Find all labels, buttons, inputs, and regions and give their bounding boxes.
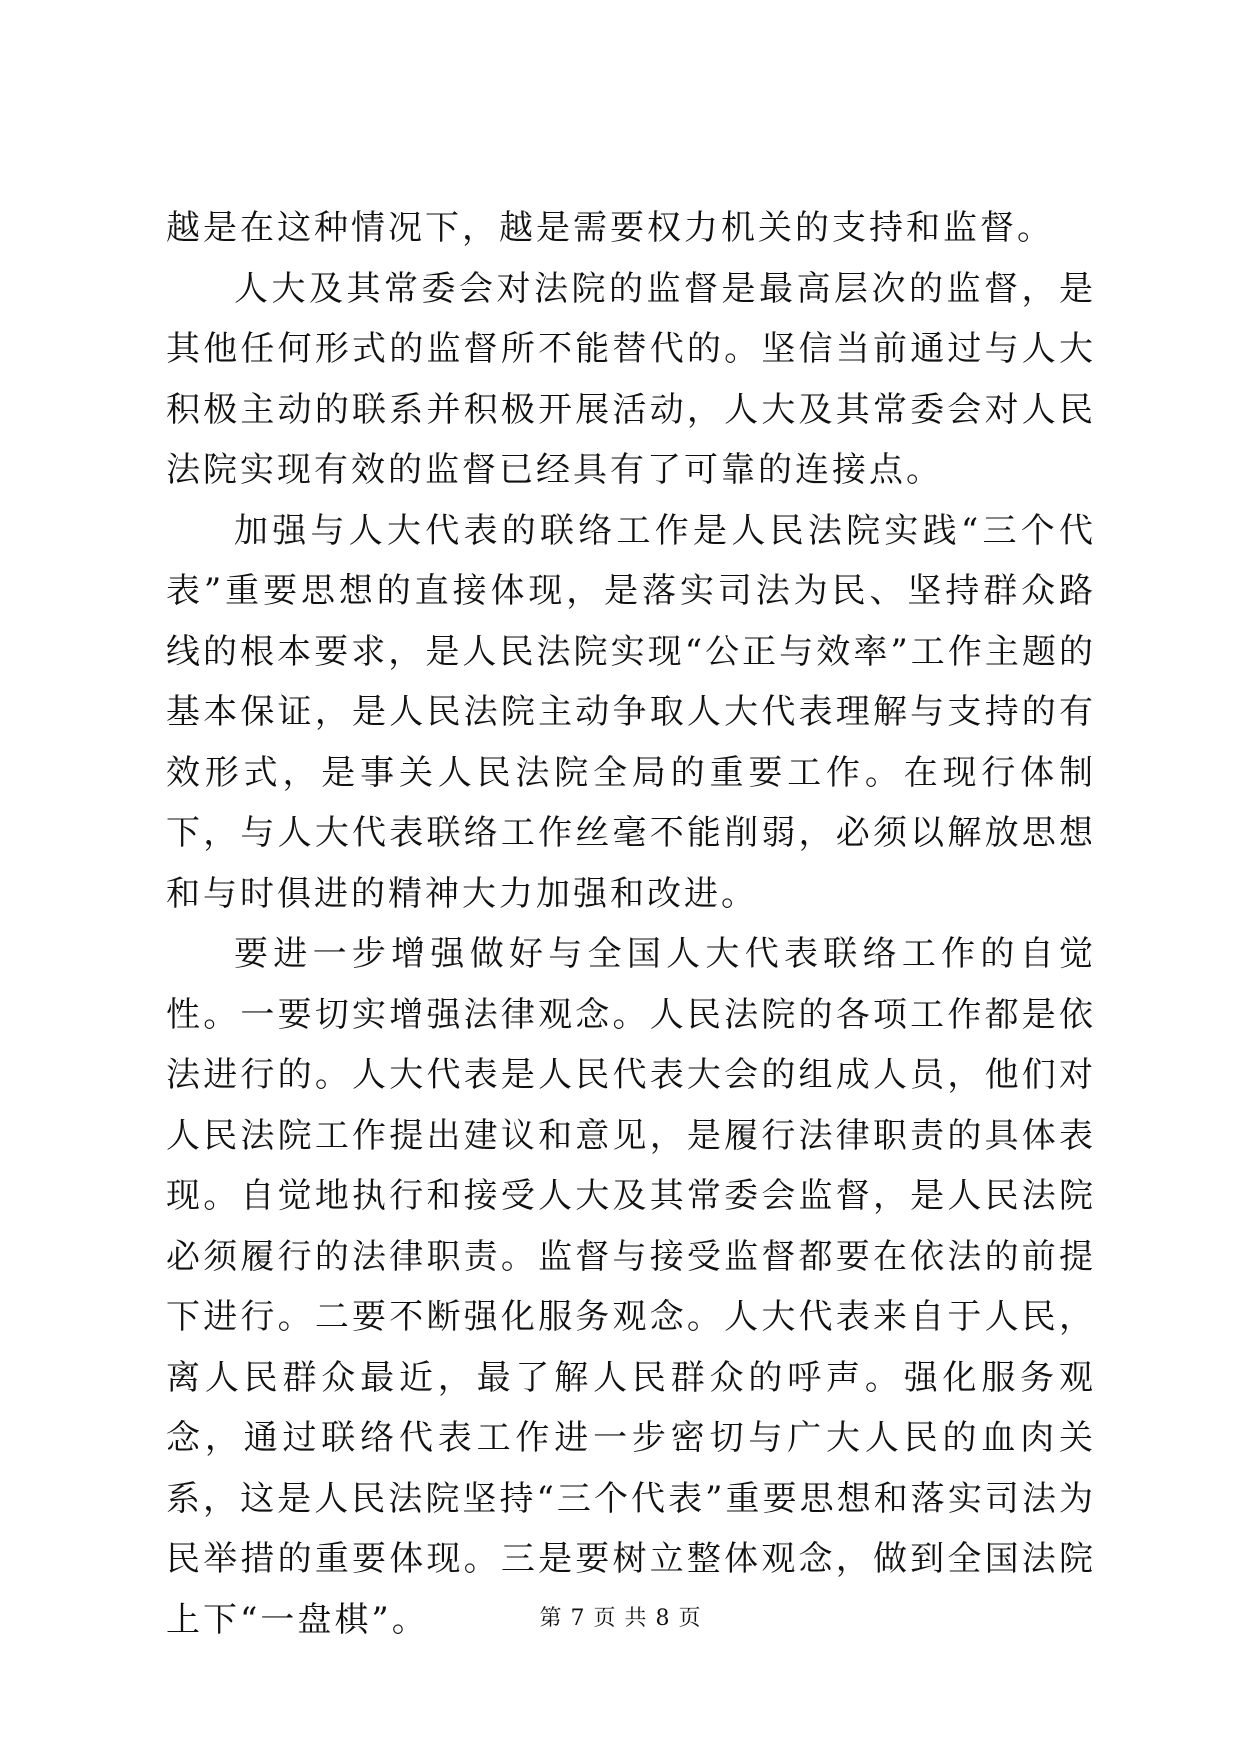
paragraph-awareness: 要进一步增强做好与全国人大代表联络工作的自觉性。一要切实增强法律观念。人民法院的各项工作都是依法进行的。人大代表是人民代表大会的组成人员，他们对人民法院工作提出建议和意见，是履行法律职责的具体表现。自觉地执行和接受人大及其常委会监督，是人民法院必须履行的法律职责。监督与接受监督都要在依法的前提下进行。二要不断强化服务观念。人大代表来自于人民，离人民群众最近，最了解人民群众的呼声。强化服务观念，通过联络代表工作进一步密切与广大人民的血肉关系，这是人民法院坚持“三个代表”重要思想和落实司法为民举措的重要体现。三是要树立整体观念，做到全国法院上下“一盘棋”。 xyxy=(166,934,1096,1640)
document-body xyxy=(166,198,1096,1650)
paragraph-continuation: 越是在这种情况下，越是需要权力机关的支持和监督。 xyxy=(166,208,1054,248)
paragraph-supervision: 人大及其常委会对法院的监督是最高层次的监督，是其他任何形式的监督所不能替代的。坚信当前通过与人大积极主动的联系并积极开展活动，人大及其常委会对人民法院实现有效的监督已经具有了可靠的连接点。 xyxy=(166,268,1096,490)
page-footer: 第 7 页 共 8 页 xyxy=(539,1606,702,1631)
paragraph-liaison-importance: 加强与人大代表的联络工作是人民法院实践“三个代表”重要思想的直接体现，是落实司法为民、坚持群众路线的根本要求，是人民法院实现“公正与效率”工作主题的基本保证，是人民法院主动争取人大代表理解与支持的有效形式，是事关人民法院全局的重要工作。在现行体制下，与人大代表联络工作丝毫不能削弱，必须以解放思想和与时俱进的精神大力加强和改进。 xyxy=(166,510,1096,914)
